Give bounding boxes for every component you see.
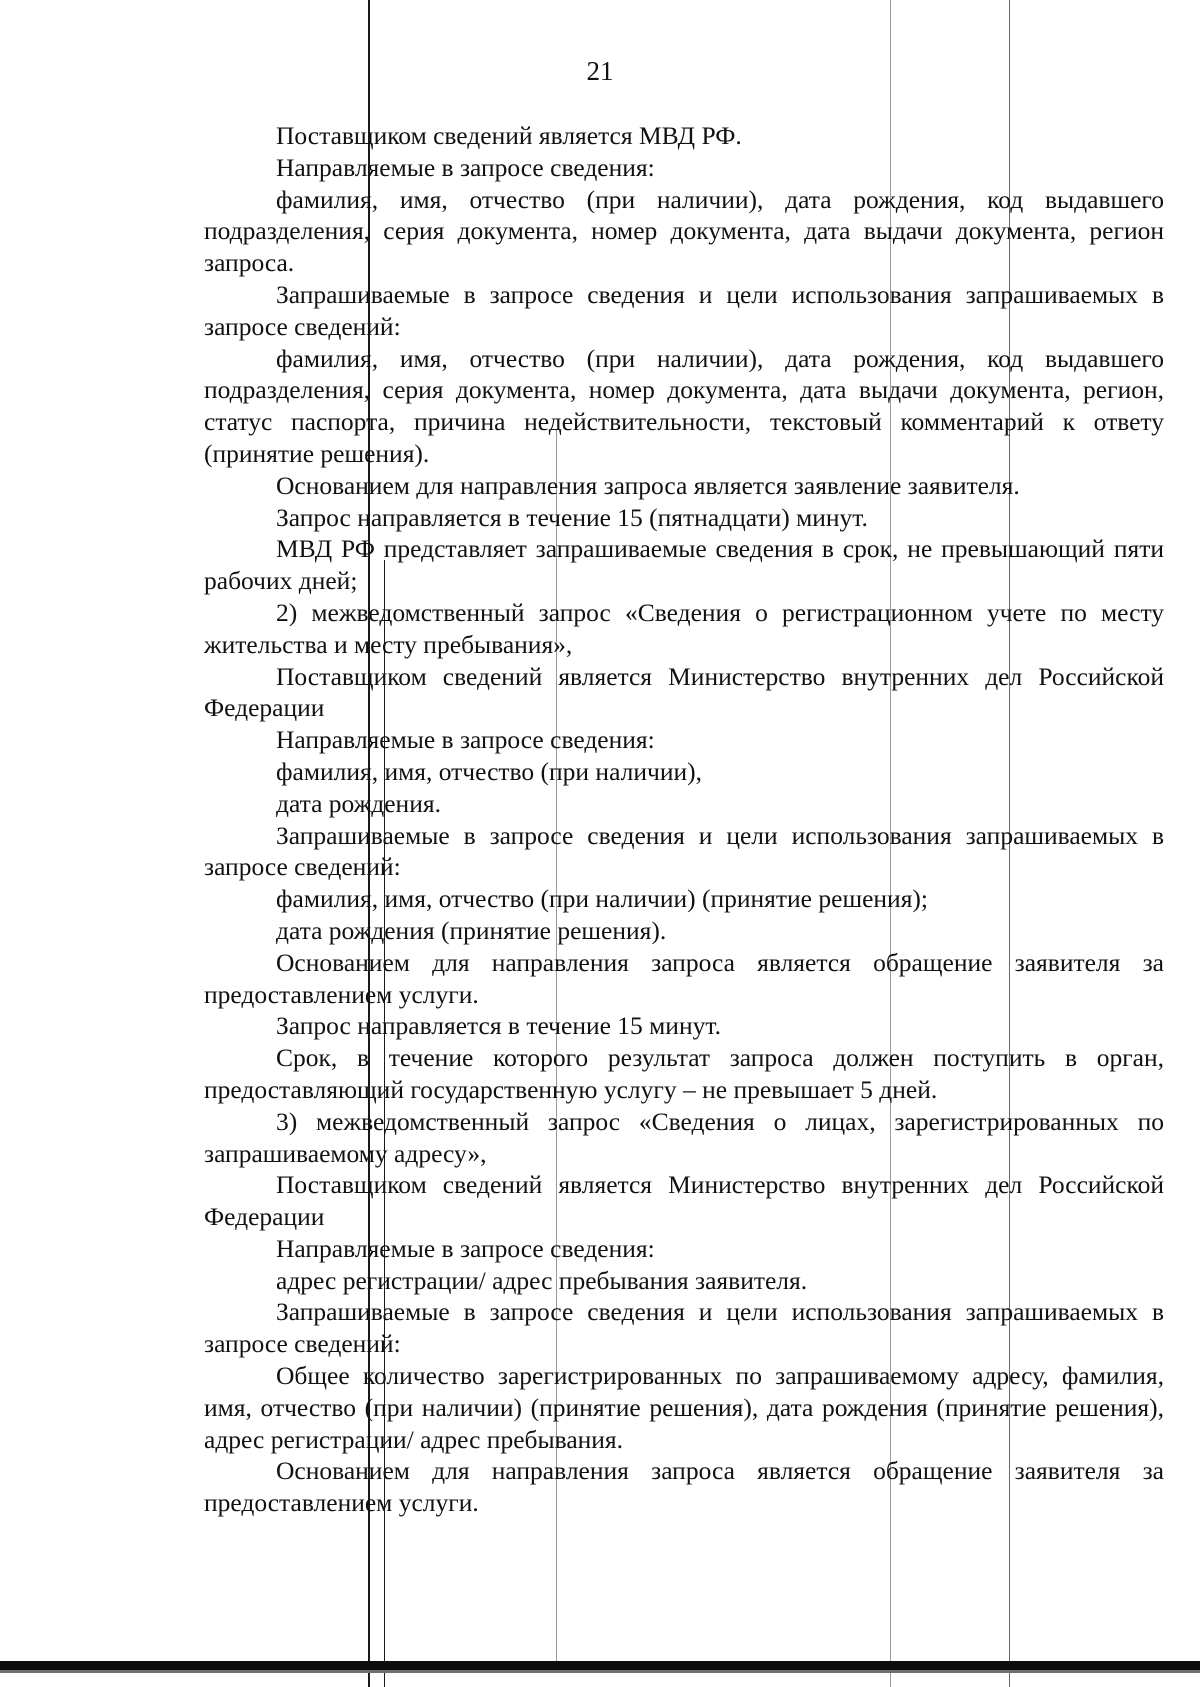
paragraph: фамилия, имя, отчество (при наличии), bbox=[276, 756, 702, 786]
paragraph: Запрашиваемые в запросе сведения и цели использования запрашиваемых в запросе сведений: bbox=[204, 1297, 1164, 1359]
paragraph: дата рождения. bbox=[276, 788, 441, 818]
paragraph: 3) межведомственный запрос «Сведения о лицах, зарегистрированных по запрашиваемому адресу», bbox=[204, 1106, 1164, 1168]
paragraph: Основанием для направления запроса является обращение заявителя за предоставлением услуги. bbox=[204, 1456, 1164, 1518]
paragraph: Запрашиваемые в запросе сведения и цели использования запрашиваемых в запросе сведений: bbox=[204, 820, 1164, 882]
paragraph: Общее количество зарегистрированных по запрашиваемому адресу, фамилия, имя, отчество (при наличии) (принятие решения), дата рождения (принятие решения), адрес регистрации/ адрес пребывания. bbox=[204, 1361, 1164, 1454]
paragraph: Направляемые в запросе сведения: bbox=[276, 152, 655, 182]
scan-bottom-edge bbox=[0, 1661, 1200, 1670]
paragraph: Поставщиком сведений является МВД РФ. bbox=[276, 121, 742, 150]
paragraph: фамилия, имя, отчество (при наличии) (принятие решения); bbox=[276, 884, 928, 914]
paragraph: Поставщиком сведений является Министерство внутренних дел Российской Федерации bbox=[204, 661, 1164, 723]
paragraph: Направляемые в запросе сведения: bbox=[276, 1233, 655, 1263]
paragraph: Основанием для направления запроса является обращение заявителя за предоставлением услуги. bbox=[204, 947, 1164, 1009]
paragraph: фамилия, имя, отчество (при наличии), дата рождения, код выдавшего подразделения, серия документа, номер документа, дата выдачи документа, регион, статус паспорта, причина недействительности, текстовый комментарий к ответу (принятие решения). bbox=[204, 343, 1164, 468]
paragraph: Направляемые в запросе сведения: bbox=[276, 725, 655, 755]
paragraph: Срок, в течение которого результат запроса должен поступить в орган, предоставляющий государственную услугу – не превышает 5 дней. bbox=[204, 1043, 1164, 1104]
paragraph: 2) межведомственный запрос «Сведения о регистрационном учете по месту жительства и месту пребывания», bbox=[204, 597, 1164, 659]
paragraph: фамилия, имя, отчество (при наличии), дата рождения, код выдавшего подразделения, серия документа, номер документа, дата выдачи документа, регион запроса. bbox=[204, 184, 1164, 278]
scan-bottom-edge-shadow bbox=[0, 1670, 1200, 1673]
paragraph: Основанием для направления запроса является заявление заявителя. bbox=[276, 470, 1020, 500]
document-body bbox=[204, 120, 1164, 1519]
paragraph: Поставщиком сведений является Министерство внутренних дел Российской Федерации bbox=[204, 1170, 1164, 1232]
paragraph: адрес регистрации/ адрес пребывания заявителя. bbox=[276, 1265, 808, 1295]
paragraph: МВД РФ представляет запрашиваемые сведения в срок, не превышающий пяти рабочих дней; bbox=[204, 534, 1164, 596]
paragraph: дата рождения (принятие решения). bbox=[276, 915, 667, 945]
paragraph: Запрос направляется в течение 15 (пятнадцати) минут. bbox=[276, 502, 868, 532]
paragraph: Запрашиваемые в запросе сведения и цели использования запрашиваемых в запросе сведений: bbox=[204, 279, 1164, 341]
page-number: 21 bbox=[586, 56, 614, 86]
paragraph: Запрос направляется в течение 15 минут. bbox=[276, 1011, 721, 1041]
